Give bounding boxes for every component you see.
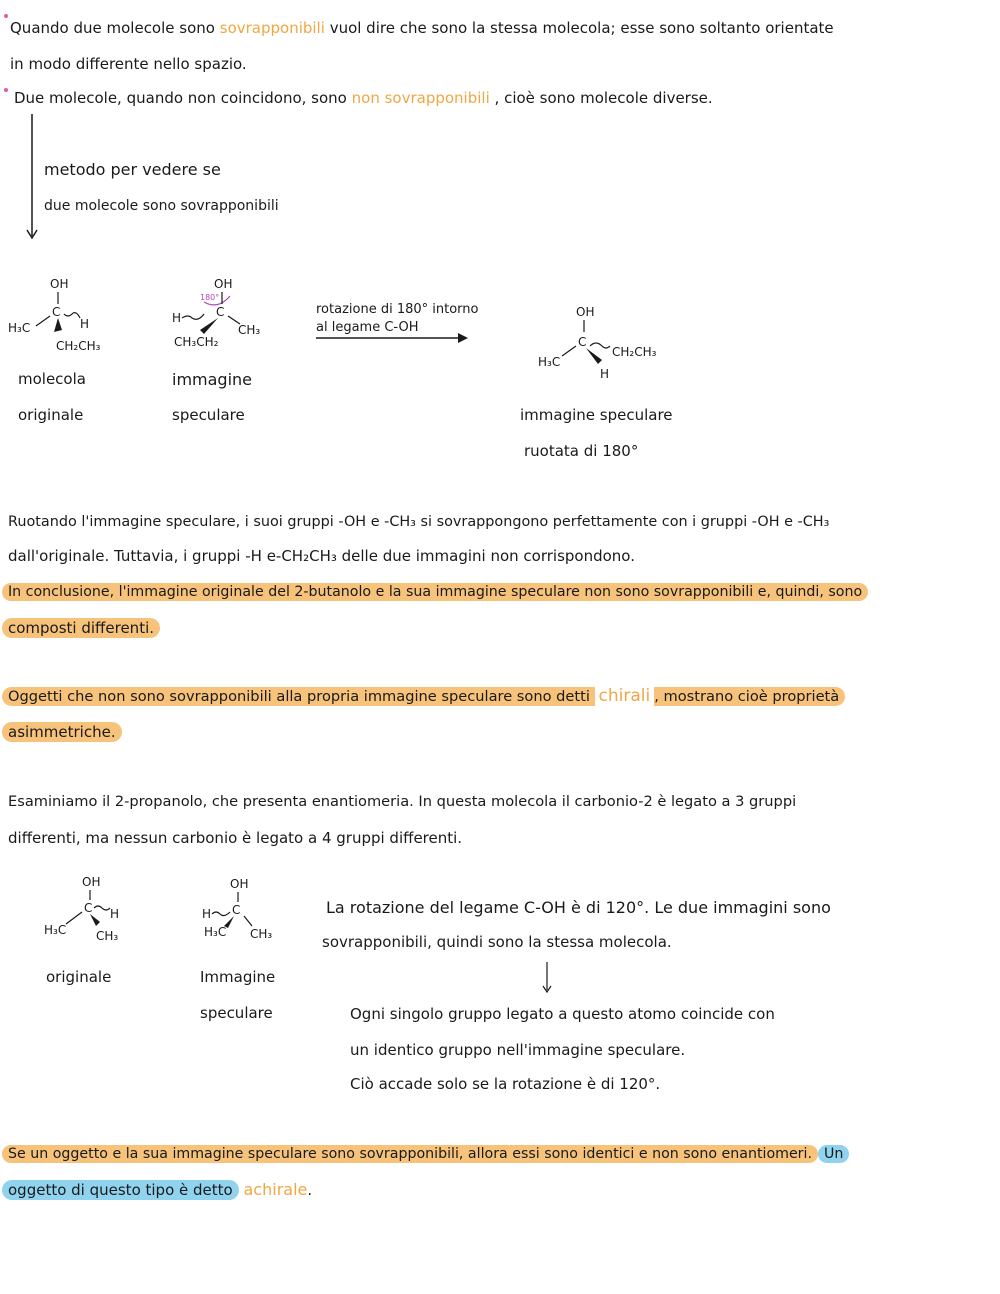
achiral-line-2: oggetto di questo tipo è detto achirale.: [2, 1180, 312, 1200]
molecule-mirror-propanol: [196, 872, 296, 952]
intro-line-3: [14, 88, 713, 108]
atom-h: H: [110, 907, 120, 921]
propanol-line-1: Esaminiamo il 2-propanolo, che presenta enantiomeria. In questa molecola il carbonio-2 è legato a 3 gruppi: [8, 793, 797, 810]
highlight: composti differenti.: [2, 618, 160, 638]
intro-line-2: [10, 54, 247, 74]
label-originale: originale: [18, 406, 84, 424]
atom-c: C: [52, 305, 61, 319]
term-non-sovrapponibili: non sovrapponibili: [351, 89, 490, 107]
label-speculare-2: speculare: [200, 1004, 273, 1022]
group-ch2ch3: CH₂CH₃: [612, 345, 657, 359]
atom-oh: OH: [230, 877, 249, 891]
intro-text: in modo differente nello spazio.: [10, 55, 247, 73]
label-originale-2: originale: [46, 968, 112, 986]
atom-oh: OH: [50, 277, 69, 291]
para2-line-4: [2, 618, 160, 638]
intro-text: Due molecole, quando non coincidono, sono: [14, 89, 347, 107]
molecule-original-butanol: [6, 272, 126, 362]
highlight-blue: Un: [818, 1145, 849, 1163]
group-h3c: H₃C: [44, 923, 67, 937]
label-molecola: molecola: [18, 370, 86, 388]
term-chirali: chirali: [595, 686, 655, 706]
atom-c: C: [232, 903, 241, 917]
intro-text: Quando due molecole sono: [10, 19, 215, 37]
label-immagine: immagine: [172, 370, 253, 389]
group-ch2ch3: CH₂CH₃: [56, 339, 101, 353]
group-h3c: H₃C: [538, 355, 561, 369]
atom-h: H: [600, 367, 610, 381]
highlight: asimmetriche.: [2, 722, 122, 742]
label-ruotata: ruotata di 180°: [524, 442, 639, 460]
bullet-dot: [4, 14, 8, 18]
atom-c: C: [84, 901, 93, 915]
rotation-annotation: 180°: [200, 293, 220, 302]
term-sovrapponibili: sovrapponibili: [219, 19, 325, 37]
term-achirale: achirale: [243, 1180, 308, 1199]
method-line-2: due molecole sono sovrapponibili: [44, 198, 279, 214]
atom-c: C: [578, 335, 587, 349]
fig2-text-4: un identico gruppo nell'immagine speculare.: [350, 1041, 686, 1059]
highlight: Se un oggetto e la sua immagine speculare sono sovrapponibili, allora essi sono identici e non sono enantiomeri.: [2, 1145, 818, 1163]
para2-line-3: [2, 582, 868, 602]
atom-oh: OH: [576, 305, 595, 319]
fig2-text-5: Ciò accade solo se la rotazione è di 120°.: [350, 1075, 661, 1093]
fig2-text-2: sovrapponibili, quindi sono la stessa molecola.: [322, 933, 672, 951]
molecule-original-propanol: [40, 870, 140, 950]
atom-h: H: [80, 317, 90, 331]
group-h3c: H₃C: [204, 925, 227, 939]
label-immagine-2: Immagine: [200, 968, 276, 986]
intro-line-1: [10, 18, 834, 38]
highlight: In conclusione, l'immagine originale del 2-butanolo e la sua immagine speculare non sono sovrapponibili e, quindi, sono: [2, 583, 868, 601]
arrow-caption-2: al legame C-OH: [316, 320, 419, 335]
group-ch3ch2: CH₃CH₂: [174, 335, 219, 349]
bullet-dot: [4, 88, 8, 92]
para2-line-1: Ruotando l'immagine speculare, i suoi gruppi -OH e -CH₃ si sovrappongono perfettamente con i gruppi -OH e -CH₃: [8, 514, 830, 530]
chiral-line-1: [2, 686, 845, 707]
atom-h: H: [172, 311, 182, 325]
intro-text: vuol dire che sono la stessa molecola; esse sono soltanto orientate: [329, 19, 834, 37]
atom-oh: OH: [82, 875, 101, 889]
group-ch3: CH₃: [250, 927, 273, 941]
label-immagine-speculare: immagine speculare: [520, 406, 673, 424]
small-down-arrow: [540, 960, 554, 996]
label-speculare: speculare: [172, 406, 245, 424]
achiral-line-1: [2, 1144, 849, 1164]
arrow-caption-1: rotazione di 180° intorno: [316, 302, 479, 317]
chiral-line-2: [2, 722, 122, 742]
para2-line-2: dall'originale. Tuttavia, i gruppi -H e-CH₂CH₃ delle due immagini non corrispondono.: [8, 547, 635, 565]
group-h3c: H₃C: [8, 321, 31, 335]
intro-text: , cioè sono molecole diverse.: [494, 89, 713, 107]
fig2-text-3: Ogni singolo gruppo legato a questo atomo coincide con: [350, 1005, 775, 1023]
atom-h: H: [202, 907, 212, 921]
down-arrow: [22, 112, 42, 244]
propanol-line-2: differenti, ma nessun carbonio è legato a 4 gruppi differenti.: [8, 829, 463, 847]
highlight-blue: oggetto di questo tipo è detto: [2, 1180, 239, 1200]
fig2-text-1: La rotazione del legame C-OH è di 120°. Le due immagini sono: [326, 898, 831, 917]
molecule-mirror-butanol: [170, 272, 290, 362]
highlight: Oggetti che non sono sovrapponibili alla propria immagine speculare sono detti chirali , mostrano cioè proprietà: [2, 687, 845, 706]
right-arrow: [314, 330, 474, 346]
group-ch3: CH₃: [238, 323, 261, 337]
molecule-rotated-butanol: [536, 300, 686, 390]
method-line-1: metodo per vedere se: [44, 160, 221, 179]
group-ch3: CH₃: [96, 929, 119, 943]
atom-oh: OH: [214, 277, 233, 291]
atom-c: C: [216, 305, 225, 319]
